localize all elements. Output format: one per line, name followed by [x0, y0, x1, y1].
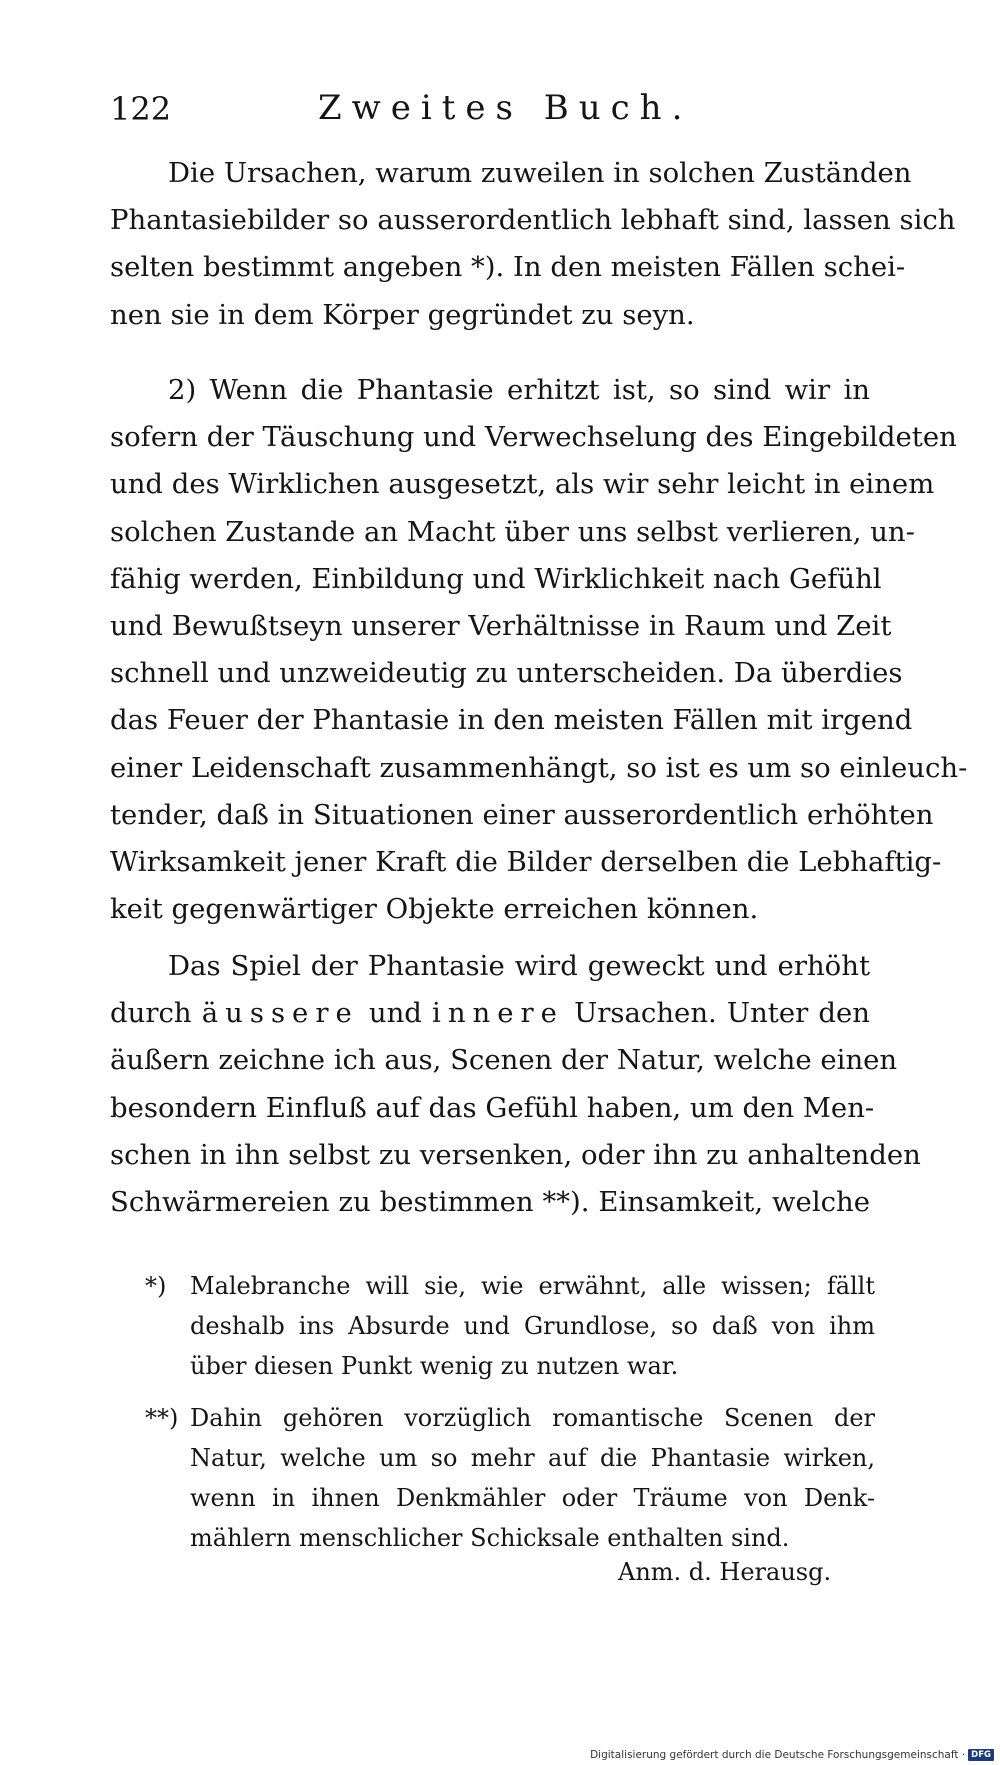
text-line: nen sie in dem Körper gegründet zu seyn. [110, 298, 695, 331]
text-fragment: durch [110, 997, 202, 1030]
paragraph-1 [110, 150, 956, 339]
spaced-emphasis: innere [432, 997, 564, 1030]
paragraph-2 [110, 367, 968, 933]
footnote-line: Malebranche will sie, wie erwähnt, alle wissen; fällt [190, 1272, 875, 1300]
footnote-line: Dahin gehören vorzüglich romantische Scenen der [190, 1404, 875, 1432]
text-line: Wirksamkeit jener Kraft die Bilder derselben die Lebhaftig- [110, 846, 942, 879]
footnote-1 [145, 1266, 875, 1386]
text-line [110, 990, 870, 1037]
text-line: das Feuer der Phantasie in den meisten Fällen mit irgend [110, 704, 913, 737]
editor-signature: Anm. d. Herausg. [618, 1558, 832, 1586]
text-fragment: Ursachen. Unter den [563, 997, 870, 1030]
text-line: und Bewußtseyn unserer Verhältnisse in Raum und Zeit [110, 610, 892, 643]
text-line: äußern zeichne ich aus, Scenen der Natur, welche einen [110, 1044, 898, 1077]
footnote-line: wenn in ihnen Denkmähler oder Träume von Denk- [190, 1484, 875, 1512]
running-head: Zweites Buch. [318, 88, 693, 128]
footnote-line: deshalb ins Absurde und Grundlose, so daß von ihm [190, 1312, 875, 1340]
text-line: Die Ursachen, warum zuweilen in solchen Zuständen [168, 157, 912, 189]
text-line: selten bestimmt angeben *). In den meisten Fällen schei- [110, 251, 906, 284]
paragraph-3 [110, 943, 921, 1226]
text-line: Das Spiel der Phantasie wird geweckt und erhöht [168, 950, 870, 982]
text-fragment: und [358, 997, 433, 1030]
text-line: tender, daß in Situationen einer ausserordentlich erhöhten [110, 798, 934, 831]
text-line: solchen Zustande an Macht über uns selbst verlieren, un- [110, 515, 915, 548]
text-line: und des Wirklichen ausgesetzt, als wir sehr leicht in einem [110, 468, 935, 501]
text-line: einer Leidenschaft zusammenhängt, so ist es um so einleuch- [110, 751, 968, 784]
footnote-marker: **) [145, 1404, 179, 1432]
footnote-2 [145, 1398, 875, 1558]
text-line: keit gegenwärtiger Objekte erreichen können. [110, 893, 759, 926]
credit-text: Digitalisierung gefördert durch die Deutsche Forschungsgemeinschaft · [590, 1749, 966, 1761]
text-line: 2) Wenn die Phantasie erhitzt ist, so sind wir in [168, 374, 870, 406]
digitization-credit [590, 1749, 994, 1761]
text-line: fähig werden, Einbildung und Wirklichkeit nach Gefühl [110, 562, 882, 595]
text-line: schen in ihn selbst zu versenken, oder ihn zu anhaltenden [110, 1138, 921, 1171]
spaced-emphasis: äussere [201, 997, 359, 1030]
footnote-marker: *) [145, 1272, 167, 1300]
text-line: Phantasiebilder so ausserordentlich lebhaft sind, lassen sich [110, 204, 956, 237]
dfg-logo: DFG [968, 1749, 994, 1761]
footnote-line: Natur, welche um so mehr auf die Phantasie wirken, [190, 1444, 875, 1472]
footnote-line: mählern menschlicher Schicksale enthalten sind. [190, 1524, 790, 1552]
text-line: schnell und unzweideutig zu unterscheiden. Da überdies [110, 657, 903, 690]
text-line: sofern der Täuschung und Verwechselung des Eingebildeten [110, 421, 957, 454]
footnote-line: über diesen Punkt wenig zu nutzen war. [190, 1352, 679, 1380]
text-line: Schwärmereien zu bestimmen **). Einsamkeit, welche [110, 1186, 870, 1219]
text-line: besondern Einfluß auf das Gefühl haben, um den Men- [110, 1091, 875, 1124]
page-number: 122 [110, 90, 172, 128]
